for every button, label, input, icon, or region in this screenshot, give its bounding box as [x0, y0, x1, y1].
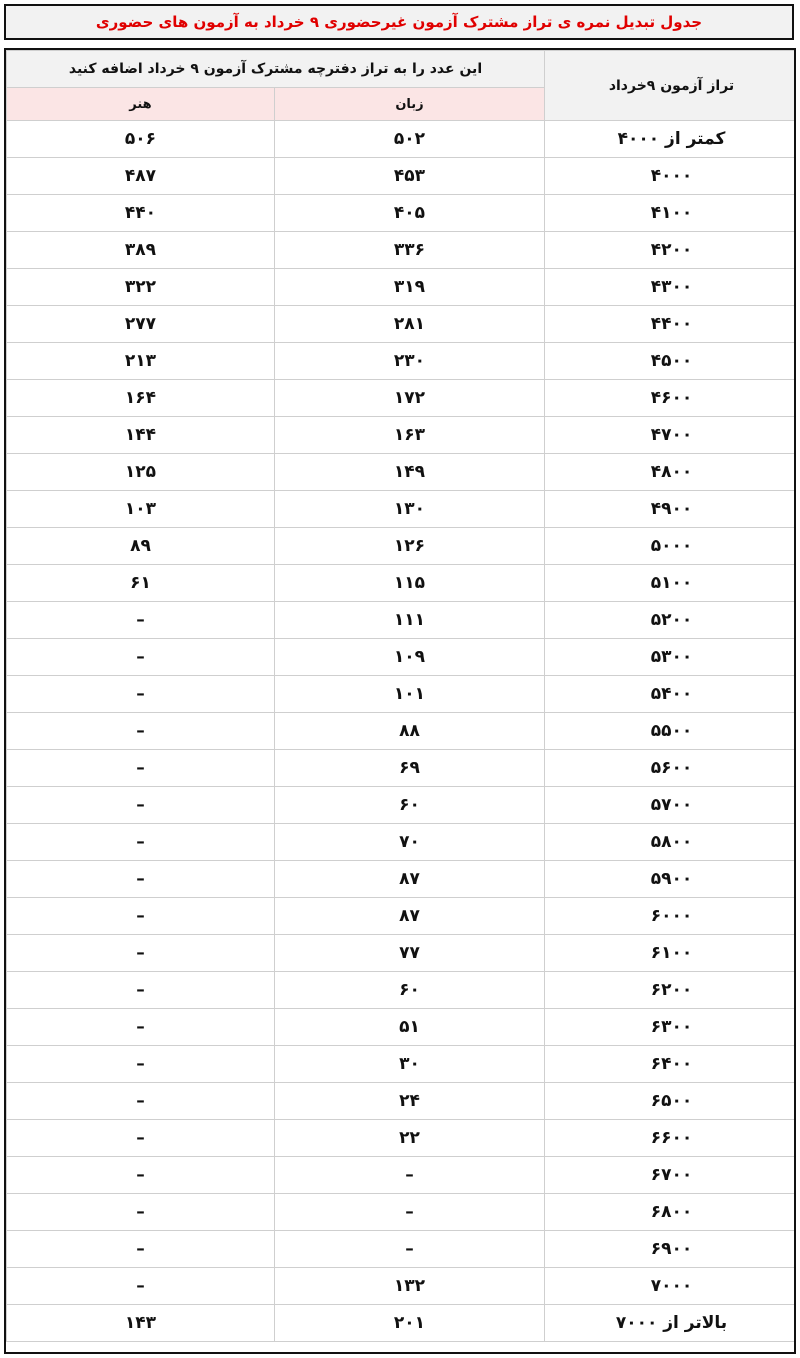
table-row [7, 232, 797, 269]
table-row [7, 1194, 797, 1231]
table-row [7, 787, 797, 824]
subheader-language: زبان [275, 88, 545, 121]
art-cell: – [7, 750, 275, 787]
table-row [7, 1231, 797, 1268]
art-cell: – [7, 1194, 275, 1231]
score-cell: ۶۷۰۰ [545, 1157, 797, 1194]
score-cell: ۴۷۰۰ [545, 417, 797, 454]
table-row [7, 750, 797, 787]
language-cell: ۱۳۲ [275, 1268, 545, 1305]
language-cell: – [275, 1157, 545, 1194]
subheader-art: هنر [7, 88, 275, 121]
score-cell: ۶۳۰۰ [545, 1009, 797, 1046]
score-cell: ۴۳۰۰ [545, 269, 797, 306]
language-cell: ۴۰۵ [275, 195, 545, 232]
language-cell: ۱۶۳ [275, 417, 545, 454]
art-cell: – [7, 639, 275, 676]
language-cell: ۳۱۹ [275, 269, 545, 306]
table-row [7, 1009, 797, 1046]
table-row [7, 602, 797, 639]
table-row [7, 269, 797, 306]
art-cell: ۱۶۴ [7, 380, 275, 417]
art-cell: ۱۴۳ [7, 1305, 275, 1342]
language-cell: ۶۰ [275, 972, 545, 1009]
language-cell: ۳۰ [275, 1046, 545, 1083]
art-cell: ۳۲۲ [7, 269, 275, 306]
score-cell: ۵۸۰۰ [545, 824, 797, 861]
art-cell: ۱۴۴ [7, 417, 275, 454]
language-cell: – [275, 1231, 545, 1268]
score-cell: ۵۷۰۰ [545, 787, 797, 824]
language-cell: ۱۷۲ [275, 380, 545, 417]
language-cell: ۲۰۱ [275, 1305, 545, 1342]
score-cell: ۵۹۰۰ [545, 861, 797, 898]
table-row [7, 380, 797, 417]
language-cell: ۱۰۱ [275, 676, 545, 713]
language-cell: ۱۲۶ [275, 528, 545, 565]
art-cell: ۲۱۳ [7, 343, 275, 380]
art-cell: – [7, 787, 275, 824]
language-cell: ۱۰۹ [275, 639, 545, 676]
art-cell: ۵۰۶ [7, 121, 275, 158]
art-cell: – [7, 1231, 275, 1268]
header-score: تراز آزمون ۹خرداد [545, 51, 797, 121]
table-row [7, 898, 797, 935]
score-cell: کمتر از ۴۰۰۰ [545, 121, 797, 158]
art-cell: – [7, 1268, 275, 1305]
score-cell: ۵۳۰۰ [545, 639, 797, 676]
table-row [7, 158, 797, 195]
score-cell: ۴۲۰۰ [545, 232, 797, 269]
art-cell: – [7, 935, 275, 972]
score-cell: ۵۲۰۰ [545, 602, 797, 639]
table-row [7, 1120, 797, 1157]
language-cell: ۷۷ [275, 935, 545, 972]
table-row [7, 454, 797, 491]
table-row [7, 491, 797, 528]
table-row [7, 935, 797, 972]
score-cell: ۶۹۰۰ [545, 1231, 797, 1268]
language-cell: ۳۳۶ [275, 232, 545, 269]
language-cell: ۸۷ [275, 898, 545, 935]
art-cell: ۳۸۹ [7, 232, 275, 269]
table-row [7, 1305, 797, 1342]
art-cell: ۶۱ [7, 565, 275, 602]
table-body [7, 121, 797, 1342]
page-title: جدول تبدیل نمره ی تراز مشترک آزمون غیرحضوری ۹ خرداد به آزمون های حضوری [95, 13, 703, 31]
art-cell: – [7, 1009, 275, 1046]
art-cell: – [7, 1120, 275, 1157]
language-cell: ۱۴۹ [275, 454, 545, 491]
art-cell: – [7, 824, 275, 861]
language-cell: ۲۸۱ [275, 306, 545, 343]
table-row [7, 861, 797, 898]
table-row [7, 639, 797, 676]
art-cell: – [7, 602, 275, 639]
art-cell: – [7, 713, 275, 750]
score-cell: ۵۵۰۰ [545, 713, 797, 750]
table-row [7, 1268, 797, 1305]
language-cell: ۸۸ [275, 713, 545, 750]
score-cell: بالاتر از ۷۰۰۰ [545, 1305, 797, 1342]
art-cell: ۱۰۳ [7, 491, 275, 528]
language-cell: ۲۳۰ [275, 343, 545, 380]
table-row [7, 713, 797, 750]
score-cell: ۴۴۰۰ [545, 306, 797, 343]
art-cell: – [7, 898, 275, 935]
table-row [7, 824, 797, 861]
table-row [7, 565, 797, 602]
header-group: این عدد را به تراز دفترچه مشترک آزمون ۹ خرداد اضافه کنید [7, 51, 545, 88]
language-cell: ۵۱ [275, 1009, 545, 1046]
art-cell: ۴۸۷ [7, 158, 275, 195]
language-cell: – [275, 1194, 545, 1231]
table-row [7, 343, 797, 380]
art-cell: – [7, 972, 275, 1009]
score-cell: ۶۱۰۰ [545, 935, 797, 972]
score-cell: ۴۶۰۰ [545, 380, 797, 417]
table-row [7, 1046, 797, 1083]
score-cell: ۶۲۰۰ [545, 972, 797, 1009]
score-cell: ۵۰۰۰ [545, 528, 797, 565]
score-cell: ۴۸۰۰ [545, 454, 797, 491]
table-row [7, 528, 797, 565]
art-cell: – [7, 1157, 275, 1194]
art-cell: – [7, 1083, 275, 1120]
art-cell: ۴۴۰ [7, 195, 275, 232]
language-cell: ۷۰ [275, 824, 545, 861]
art-cell: ۲۷۷ [7, 306, 275, 343]
art-cell: – [7, 861, 275, 898]
score-cell: ۶۶۰۰ [545, 1120, 797, 1157]
title-banner [4, 4, 794, 40]
score-cell: ۶۸۰۰ [545, 1194, 797, 1231]
score-cell: ۵۶۰۰ [545, 750, 797, 787]
score-cell: ۴۰۰۰ [545, 158, 797, 195]
language-cell: ۵۰۲ [275, 121, 545, 158]
table-row [7, 972, 797, 1009]
table-row [7, 1083, 797, 1120]
language-cell: ۱۱۱ [275, 602, 545, 639]
score-cell: ۵۱۰۰ [545, 565, 797, 602]
language-cell: ۴۵۳ [275, 158, 545, 195]
language-cell: ۱۳۰ [275, 491, 545, 528]
score-cell: ۶۵۰۰ [545, 1083, 797, 1120]
score-cell: ۶۴۰۰ [545, 1046, 797, 1083]
table-row [7, 676, 797, 713]
language-cell: ۲۴ [275, 1083, 545, 1120]
art-cell: – [7, 676, 275, 713]
table-row [7, 195, 797, 232]
table-row [7, 417, 797, 454]
score-cell: ۶۰۰۰ [545, 898, 797, 935]
language-cell: ۸۷ [275, 861, 545, 898]
table-row [7, 306, 797, 343]
language-cell: ۶۰ [275, 787, 545, 824]
score-cell: ۴۱۰۰ [545, 195, 797, 232]
conversion-table [6, 50, 796, 1342]
score-cell: ۴۹۰۰ [545, 491, 797, 528]
score-cell: ۷۰۰۰ [545, 1268, 797, 1305]
language-cell: ۲۲ [275, 1120, 545, 1157]
score-cell: ۵۴۰۰ [545, 676, 797, 713]
art-cell: ۱۲۵ [7, 454, 275, 491]
score-cell: ۴۵۰۰ [545, 343, 797, 380]
art-cell: ۸۹ [7, 528, 275, 565]
table-row [7, 1157, 797, 1194]
conversion-table-container [4, 48, 796, 1354]
language-cell: ۶۹ [275, 750, 545, 787]
language-cell: ۱۱۵ [275, 565, 545, 602]
art-cell: – [7, 1046, 275, 1083]
table-row [7, 121, 797, 158]
